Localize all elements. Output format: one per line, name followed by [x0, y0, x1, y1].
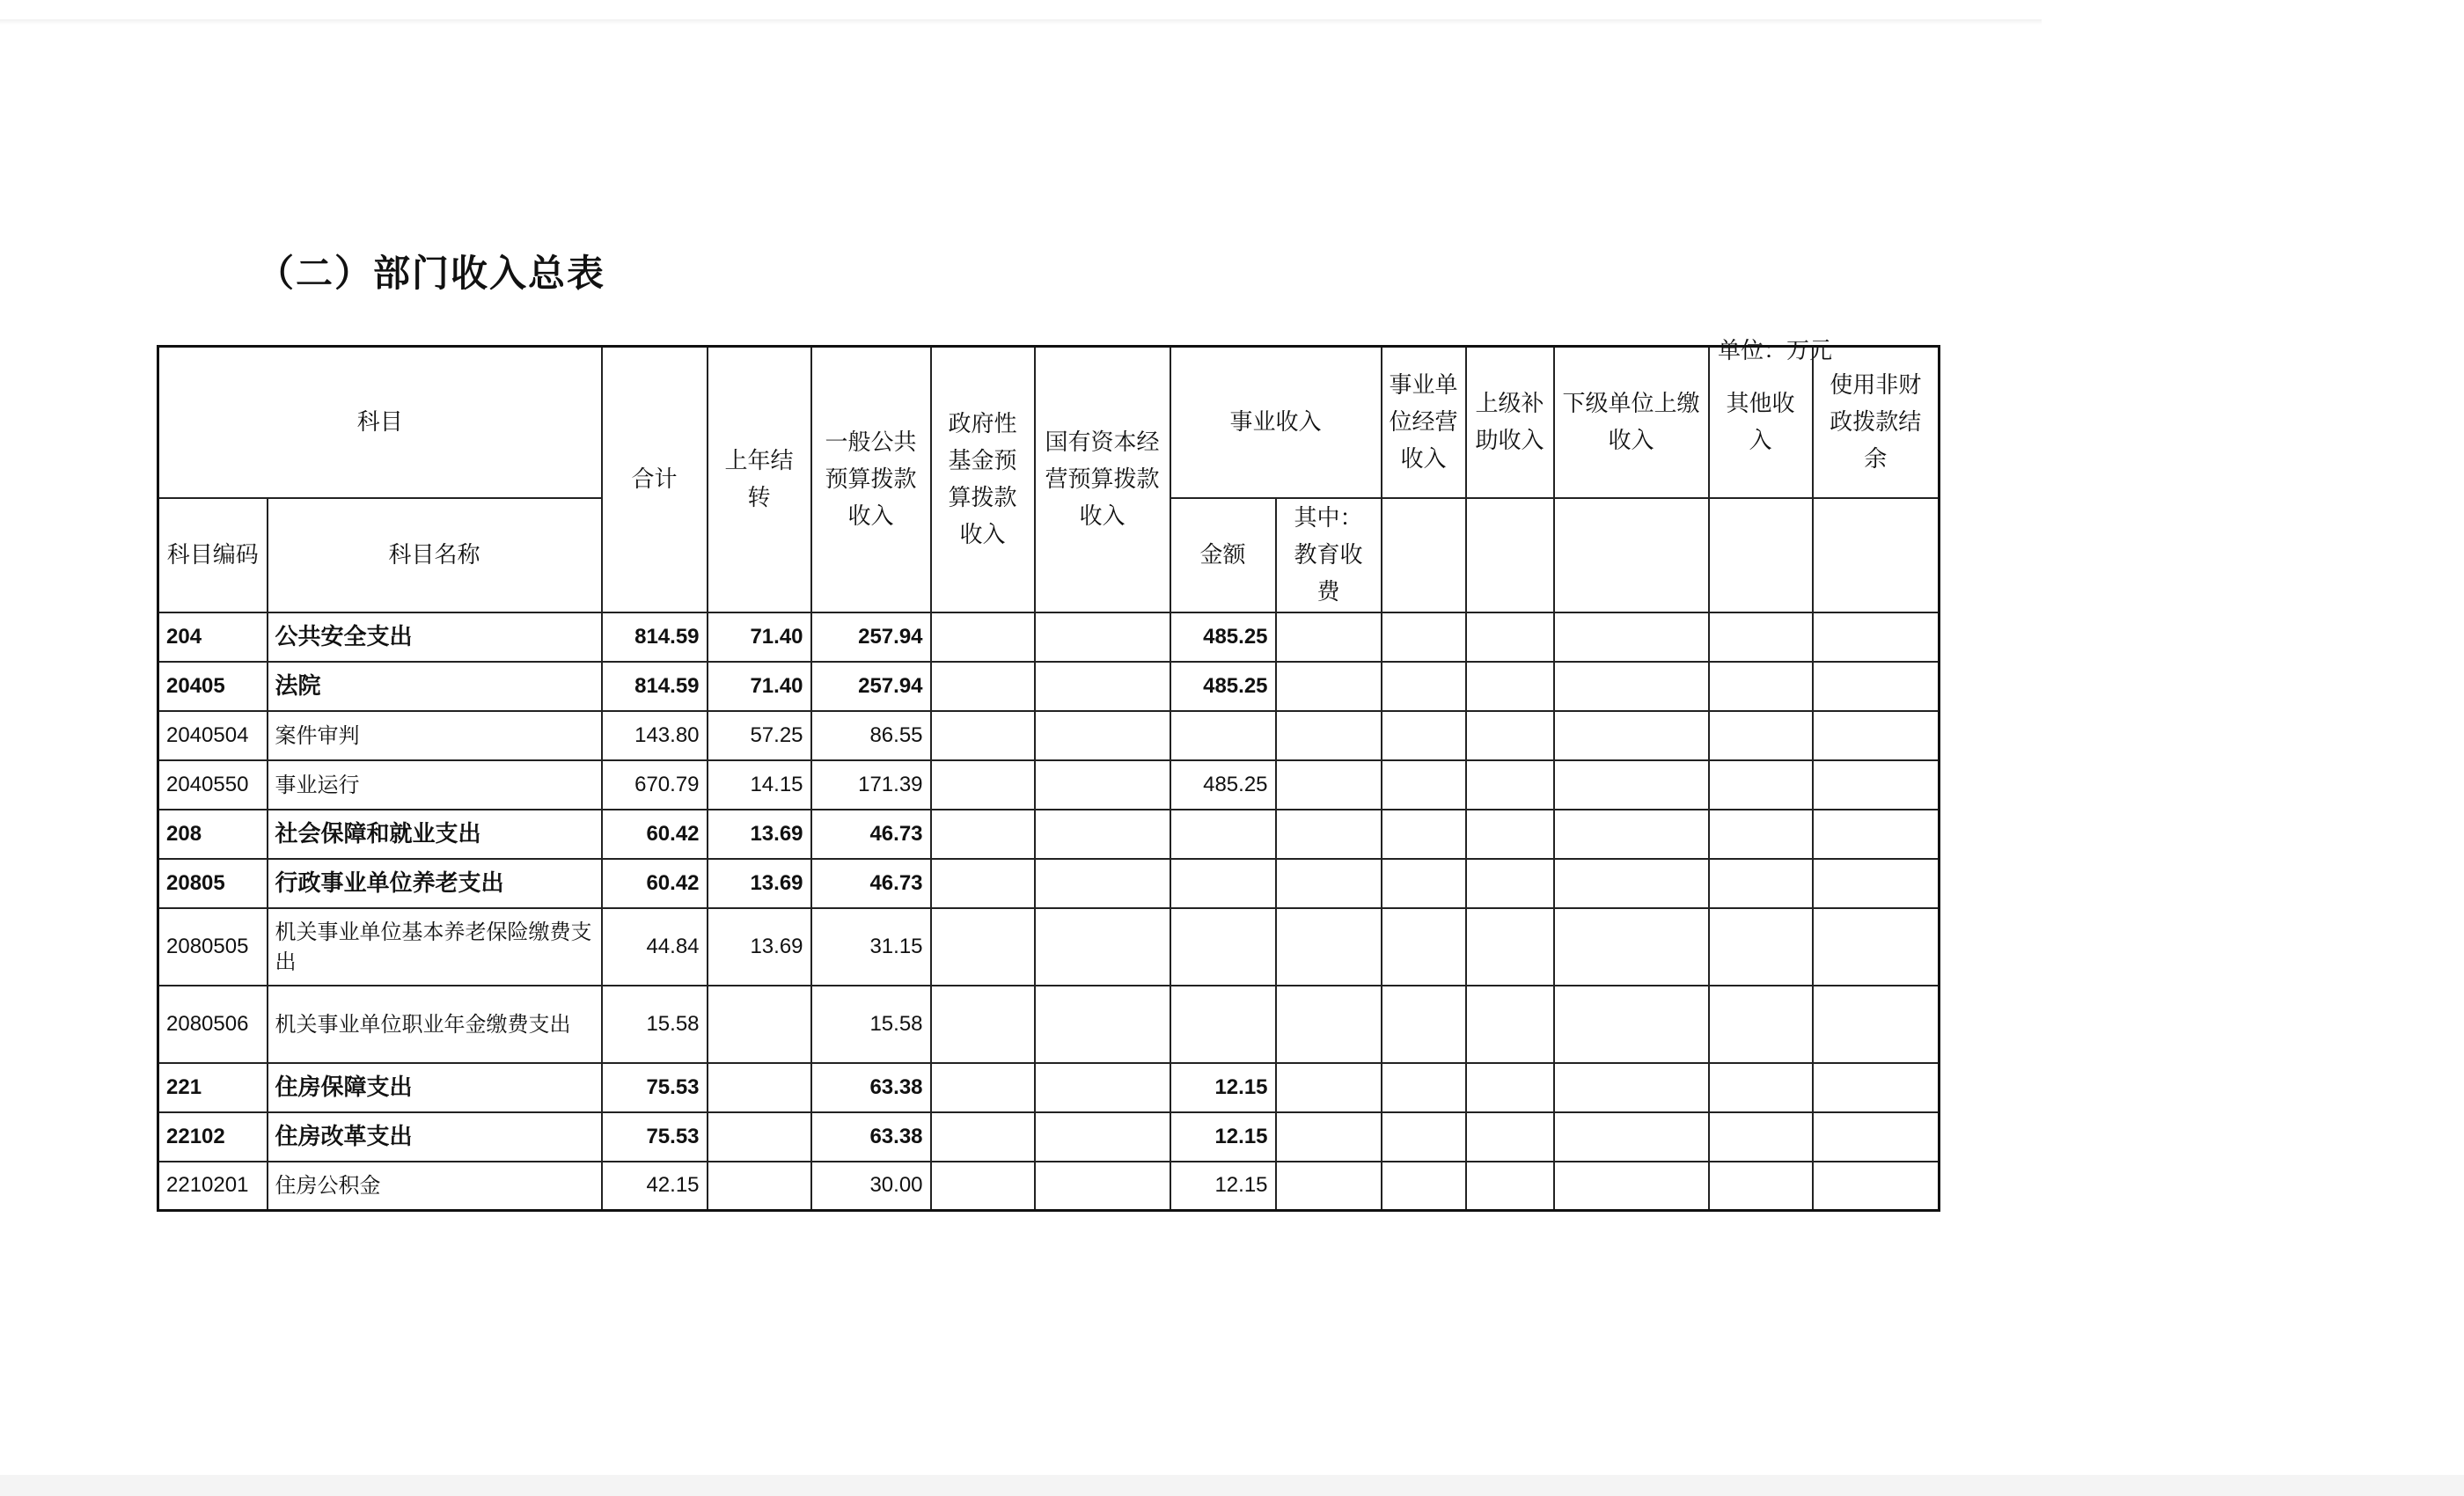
- subordinate-payment-cell: [1554, 908, 1709, 986]
- carryover-cell: 13.69: [708, 810, 811, 859]
- superior-subsidy-cell: [1466, 1063, 1554, 1112]
- superior-subsidy-cell: [1466, 908, 1554, 986]
- gov-fund-cell: [931, 711, 1035, 760]
- gov-fund-cell: [931, 760, 1035, 810]
- table-row: [158, 986, 1940, 1063]
- carryover-cell: [708, 986, 811, 1063]
- total-cell: 670.79: [602, 760, 708, 810]
- state-capital-cell: [1035, 760, 1170, 810]
- gov-fund-cell: [931, 1162, 1035, 1211]
- general-budget-cell: 31.15: [811, 908, 931, 986]
- carryover-cell: [708, 1063, 811, 1112]
- scan-edge-bottom: [0, 1475, 2464, 1496]
- state-capital-cell: [1035, 1063, 1170, 1112]
- edu-fee-cell: [1276, 1162, 1382, 1211]
- subject-code-cell: 2080505: [158, 908, 268, 986]
- unit-operating-cell: [1382, 662, 1466, 711]
- non-fiscal-balance-cell: [1813, 662, 1940, 711]
- unit-operating-cell: [1382, 1112, 1466, 1162]
- business-amount-cell: 485.25: [1170, 760, 1276, 810]
- other-income-cell: [1709, 711, 1813, 760]
- general-budget-cell: 63.38: [811, 1063, 931, 1112]
- unit-operating-cell: [1382, 760, 1466, 810]
- state-capital-cell: [1035, 810, 1170, 859]
- subject-code-cell: 204: [158, 612, 268, 662]
- non-fiscal-balance-cell: [1813, 1162, 1940, 1211]
- subject-code-cell: 20405: [158, 662, 268, 711]
- superior-subsidy-cell: [1466, 810, 1554, 859]
- business-amount-cell: 485.25: [1170, 662, 1276, 711]
- gov-fund-cell: [931, 612, 1035, 662]
- subordinate-payment-cell: [1554, 612, 1709, 662]
- unit-operating-cell: [1382, 1063, 1466, 1112]
- general-budget-cell: 86.55: [811, 711, 931, 760]
- scan-edge-top: [0, 19, 2042, 25]
- general-budget-cell: 46.73: [811, 810, 931, 859]
- subordinate-payment-cell: [1554, 986, 1709, 1063]
- income-table-container: [157, 345, 1938, 1212]
- total-cell: 15.58: [602, 986, 708, 1063]
- gov-fund-cell: [931, 859, 1035, 908]
- subject-name-cell: 案件审判: [268, 711, 602, 760]
- table-row: [158, 810, 1940, 859]
- income-summary-table: [157, 345, 1940, 1212]
- general-budget-cell: 46.73: [811, 859, 931, 908]
- edu-fee-cell: [1276, 662, 1382, 711]
- total-cell: 44.84: [602, 908, 708, 986]
- subject-name-cell: 公共安全支出: [268, 612, 602, 662]
- business-amount-cell: [1170, 859, 1276, 908]
- state-capital-cell: [1035, 1112, 1170, 1162]
- total-cell: 75.53: [602, 1063, 708, 1112]
- non-fiscal-balance-cell: [1813, 908, 1940, 986]
- header-blank: [1466, 498, 1554, 612]
- subject-code-cell: 22102: [158, 1112, 268, 1162]
- business-amount-cell: 12.15: [1170, 1063, 1276, 1112]
- superior-subsidy-cell: [1466, 986, 1554, 1063]
- header-blank: [1709, 498, 1813, 612]
- total-cell: 143.80: [602, 711, 708, 760]
- business-amount-cell: 12.15: [1170, 1162, 1276, 1211]
- carryover-cell: 71.40: [708, 662, 811, 711]
- unit-operating-cell: [1382, 908, 1466, 986]
- gov-fund-cell: [931, 662, 1035, 711]
- edu-fee-cell: [1276, 612, 1382, 662]
- total-cell: 60.42: [602, 859, 708, 908]
- table-row: [158, 760, 1940, 810]
- subordinate-payment-cell: [1554, 760, 1709, 810]
- header-general-budget: 一般公共预算拨款收入: [811, 347, 931, 612]
- table-row: [158, 711, 1940, 760]
- subject-name-cell: 行政事业单位养老支出: [268, 859, 602, 908]
- subject-name-cell: 法院: [268, 662, 602, 711]
- header-subject: 科目: [158, 347, 602, 498]
- header-subordinate-payment: 下级单位上缴收入: [1554, 347, 1709, 498]
- subject-name-cell: 住房保障支出: [268, 1063, 602, 1112]
- edu-fee-cell: [1276, 760, 1382, 810]
- subordinate-payment-cell: [1554, 711, 1709, 760]
- non-fiscal-balance-cell: [1813, 760, 1940, 810]
- table-row: [158, 1162, 1940, 1211]
- state-capital-cell: [1035, 1162, 1170, 1211]
- unit-operating-cell: [1382, 1162, 1466, 1211]
- subordinate-payment-cell: [1554, 662, 1709, 711]
- non-fiscal-balance-cell: [1813, 1112, 1940, 1162]
- non-fiscal-balance-cell: [1813, 1063, 1940, 1112]
- unit-operating-cell: [1382, 986, 1466, 1063]
- table-header: [158, 347, 1940, 612]
- state-capital-cell: [1035, 908, 1170, 986]
- non-fiscal-balance-cell: [1813, 711, 1940, 760]
- table-row: [158, 859, 1940, 908]
- state-capital-cell: [1035, 986, 1170, 1063]
- non-fiscal-balance-cell: [1813, 612, 1940, 662]
- carryover-cell: 71.40: [708, 612, 811, 662]
- gov-fund-cell: [931, 986, 1035, 1063]
- header-amount: 金额: [1170, 498, 1276, 612]
- subject-name-cell: 住房公积金: [268, 1162, 602, 1211]
- total-cell: 75.53: [602, 1112, 708, 1162]
- business-amount-cell: [1170, 810, 1276, 859]
- business-amount-cell: 12.15: [1170, 1112, 1276, 1162]
- subject-name-cell: 事业运行: [268, 760, 602, 810]
- business-amount-cell: 485.25: [1170, 612, 1276, 662]
- total-cell: 814.59: [602, 612, 708, 662]
- subject-code-cell: 221: [158, 1063, 268, 1112]
- state-capital-cell: [1035, 662, 1170, 711]
- superior-subsidy-cell: [1466, 1112, 1554, 1162]
- subject-code-cell: 208: [158, 810, 268, 859]
- header-non-fiscal-balance: 使用非财政拨款结余: [1813, 347, 1940, 498]
- carryover-cell: [708, 1162, 811, 1211]
- header-superior-subsidy: 上级补助收入: [1466, 347, 1554, 498]
- subordinate-payment-cell: [1554, 1063, 1709, 1112]
- unit-operating-cell: [1382, 859, 1466, 908]
- edu-fee-cell: [1276, 908, 1382, 986]
- other-income-cell: [1709, 612, 1813, 662]
- table-body: [158, 612, 1940, 1211]
- unit-label: 单位：万元: [1718, 338, 1833, 364]
- gov-fund-cell: [931, 810, 1035, 859]
- gov-fund-cell: [931, 908, 1035, 986]
- table-row: [158, 1112, 1940, 1162]
- business-amount-cell: [1170, 711, 1276, 760]
- header-subject-code: 科目编码: [158, 498, 268, 612]
- edu-fee-cell: [1276, 711, 1382, 760]
- edu-fee-cell: [1276, 810, 1382, 859]
- non-fiscal-balance-cell: [1813, 986, 1940, 1063]
- subject-name-cell: 社会保障和就业支出: [268, 810, 602, 859]
- carryover-cell: 14.15: [708, 760, 811, 810]
- other-income-cell: [1709, 760, 1813, 810]
- other-income-cell: [1709, 986, 1813, 1063]
- other-income-cell: [1709, 1112, 1813, 1162]
- carryover-cell: 13.69: [708, 859, 811, 908]
- superior-subsidy-cell: [1466, 1162, 1554, 1211]
- general-budget-cell: 171.39: [811, 760, 931, 810]
- header-blank: [1382, 498, 1466, 612]
- general-budget-cell: 63.38: [811, 1112, 931, 1162]
- non-fiscal-balance-cell: [1813, 859, 1940, 908]
- subject-name-cell: 机关事业单位基本养老保险缴费支出: [268, 908, 602, 986]
- superior-subsidy-cell: [1466, 711, 1554, 760]
- other-income-cell: [1709, 662, 1813, 711]
- state-capital-cell: [1035, 859, 1170, 908]
- superior-subsidy-cell: [1466, 612, 1554, 662]
- subordinate-payment-cell: [1554, 1162, 1709, 1211]
- general-budget-cell: 15.58: [811, 986, 931, 1063]
- subject-code-cell: 2080506: [158, 986, 268, 1063]
- subject-code-cell: 2040550: [158, 760, 268, 810]
- edu-fee-cell: [1276, 1063, 1382, 1112]
- table-row: [158, 908, 1940, 986]
- general-budget-cell: 257.94: [811, 612, 931, 662]
- header-blank: [1813, 498, 1940, 612]
- other-income-cell: [1709, 908, 1813, 986]
- other-income-cell: [1709, 1162, 1813, 1211]
- header-unit-operating: 事业单位经营收入: [1382, 347, 1466, 498]
- total-cell: 42.15: [602, 1162, 708, 1211]
- subordinate-payment-cell: [1554, 1112, 1709, 1162]
- general-budget-cell: 30.00: [811, 1162, 931, 1211]
- edu-fee-cell: [1276, 1112, 1382, 1162]
- table-row: [158, 612, 1940, 662]
- subject-code-cell: 2040504: [158, 711, 268, 760]
- business-amount-cell: [1170, 908, 1276, 986]
- business-amount-cell: [1170, 986, 1276, 1063]
- header-gov-fund: 政府性基金预算拨款收入: [931, 347, 1035, 612]
- subject-name-cell: 住房改革支出: [268, 1112, 602, 1162]
- carryover-cell: 57.25: [708, 711, 811, 760]
- header-state-capital: 国有资本经营预算拨款收入: [1035, 347, 1170, 612]
- unit-operating-cell: [1382, 612, 1466, 662]
- header-carryover: 上年结转: [708, 347, 811, 612]
- superior-subsidy-cell: [1466, 859, 1554, 908]
- subject-name-cell: 机关事业单位职业年金缴费支出: [268, 986, 602, 1063]
- state-capital-cell: [1035, 612, 1170, 662]
- page-title: （二）部门收入总表: [257, 252, 606, 295]
- gov-fund-cell: [931, 1063, 1035, 1112]
- carryover-cell: 13.69: [708, 908, 811, 986]
- superior-subsidy-cell: [1466, 662, 1554, 711]
- subject-code-cell: 20805: [158, 859, 268, 908]
- other-income-cell: [1709, 810, 1813, 859]
- state-capital-cell: [1035, 711, 1170, 760]
- header-total: 合计: [602, 347, 708, 612]
- total-cell: 814.59: [602, 662, 708, 711]
- carryover-cell: [708, 1112, 811, 1162]
- header-subject-name: 科目名称: [268, 498, 602, 612]
- edu-fee-cell: [1276, 859, 1382, 908]
- other-income-cell: [1709, 1063, 1813, 1112]
- edu-fee-cell: [1276, 986, 1382, 1063]
- subordinate-payment-cell: [1554, 810, 1709, 859]
- table-row: [158, 1063, 1940, 1112]
- header-blank: [1554, 498, 1709, 612]
- non-fiscal-balance-cell: [1813, 810, 1940, 859]
- unit-operating-cell: [1382, 711, 1466, 760]
- header-other-income: 其他收入: [1709, 347, 1813, 498]
- superior-subsidy-cell: [1466, 760, 1554, 810]
- header-business-income: 事业收入: [1170, 347, 1382, 498]
- table-row: [158, 662, 1940, 711]
- subject-code-cell: 2210201: [158, 1162, 268, 1211]
- total-cell: 60.42: [602, 810, 708, 859]
- general-budget-cell: 257.94: [811, 662, 931, 711]
- header-edu-fee: 其中：教育收费: [1276, 498, 1382, 612]
- subordinate-payment-cell: [1554, 859, 1709, 908]
- unit-operating-cell: [1382, 810, 1466, 859]
- gov-fund-cell: [931, 1112, 1035, 1162]
- other-income-cell: [1709, 859, 1813, 908]
